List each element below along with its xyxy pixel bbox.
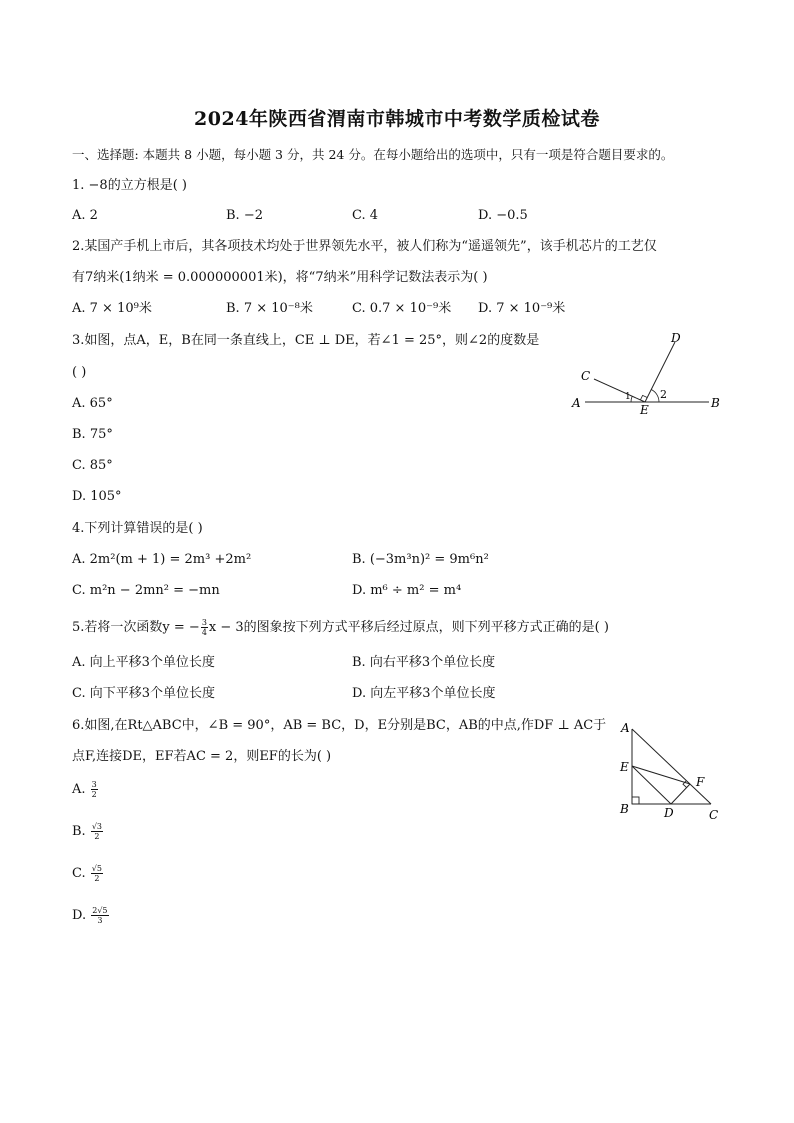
q6-label-c: C (709, 808, 719, 822)
q6-option-d-num: 2√5 (92, 906, 108, 915)
q3-figure (565, 328, 735, 420)
q6-option-a-num: 3 (91, 780, 97, 789)
q3-label-2: 2 (660, 388, 667, 401)
q6-option-a-label: A. (72, 782, 86, 797)
q6-option-a-frac (91, 780, 98, 799)
q6-option-c-frac (91, 864, 103, 883)
q4-option-b: B. (−3m³n)² = 9m⁶n² (352, 552, 489, 567)
section-header: 一、选择题: 本题共 8 小题，每小题 3 分，共 24 分。在每小题给出的选项中，只有一项是符合题目要求的。 (72, 147, 674, 162)
q6-label-e: E (620, 760, 629, 774)
q5-option-c: C. 向下平移3个单位长度 (72, 686, 216, 701)
q1-option-b: B. −2 (226, 208, 263, 223)
q5-option-b: B. 向右平移3个单位长度 (352, 655, 496, 670)
q3-line-ec (594, 379, 645, 402)
q6-option-b-num: √3 (91, 822, 103, 831)
q5-stem-post: x − 3的图象按下列方式平移后经过原点，则下列平移方式正确的是( ) (208, 620, 609, 635)
q6-right-angle-b (632, 797, 639, 804)
q1-option-a: A. 2 (72, 208, 98, 223)
q6-option-c-den: 2 (94, 874, 100, 883)
q6-side-ac (632, 729, 711, 804)
q2-option-b: B. 7 × 10⁻⁸米 (226, 301, 313, 316)
q6-label-a: A (621, 721, 630, 735)
q5-fraction-den: 4 (201, 628, 207, 637)
q6-option-c (72, 864, 104, 883)
q4-option-d: D. m⁶ ÷ m² = m⁴ (352, 583, 462, 598)
q5-fraction (201, 618, 208, 637)
q5-fraction-num: 3 (201, 618, 207, 627)
q3-label-1: 1 (625, 392, 631, 402)
q1-stem: 1. −8的立方根是( ) (72, 178, 187, 193)
q3-angle-1-arc (631, 396, 632, 402)
q6-option-b (72, 822, 104, 841)
q5-option-a: A. 向上平移3个单位长度 (72, 655, 215, 670)
q6-option-a-den: 2 (91, 790, 97, 799)
q6-option-d-frac (91, 906, 108, 925)
q3-option-c: C. 85° (72, 458, 113, 473)
q2-stem-line1: 2.某国产手机上市后，其各项技术均处于世界领先水平，被人们称为“遥遥领先”，该手机芯片的工艺仅 (72, 239, 657, 254)
q6-label-b: B (620, 802, 629, 816)
q3-label-e: E (640, 403, 649, 417)
q6-option-c-num: √5 (91, 864, 102, 873)
q3-option-d: D. 105° (72, 489, 122, 504)
q3-stem-line1: 3.如图，点A，E，B在同一条直线上，CE ⊥ DE，若∠1 = 25°，则∠2的度数是 (72, 333, 540, 348)
q6-option-b-den: 2 (94, 832, 100, 841)
q6-option-d-den: 3 (97, 916, 103, 925)
q6-option-d-label: D. (72, 908, 87, 923)
q3-option-b: B. 75° (72, 427, 113, 442)
q3-option-a: A. 65° (72, 396, 113, 411)
q6-stem-line1: 6.如图,在Rt△ABC中，∠B = 90°，AB = BC，D，E分别是BC，AB的中点,作DF ⊥ AC于 (72, 718, 607, 733)
q3-label-d: D (671, 331, 681, 345)
q6-figure (614, 716, 730, 824)
q2-option-d: D. 7 × 10⁻⁹米 (478, 301, 566, 316)
q3-label-c: C (581, 369, 591, 383)
q3-angle-2-arc (651, 390, 659, 403)
q1-option-d: D. −0.5 (478, 208, 528, 223)
q6-option-d (72, 906, 110, 925)
q5-stem-pre: 5.若将一次函数y = − (72, 620, 200, 635)
q4-stem: 4.下列计算错误的是( ) (72, 521, 203, 536)
q3-label-a: A (572, 396, 581, 410)
q6-label-f: F (696, 775, 705, 789)
q6-option-a (72, 780, 99, 799)
q6-option-c-label: C. (72, 866, 86, 881)
q5-stem (72, 618, 609, 637)
q3-stem-line2: ( ) (72, 365, 87, 380)
q2-option-a: A. 7 × 10⁹米 (72, 301, 152, 316)
q6-segment-df (671, 784, 690, 804)
q6-option-b-frac (91, 822, 103, 841)
q6-stem-line2: 点F,连接DE，EF若AC = 2，则EF的长为( ) (72, 749, 332, 764)
q5-option-d: D. 向左平移3个单位长度 (352, 686, 496, 701)
q6-option-b-label: B. (72, 824, 86, 839)
q4-option-a: A. 2m²(m + 1) = 2m³ +2m² (72, 552, 252, 567)
q3-label-b: B (711, 396, 720, 410)
q2-option-c: C. 0.7 × 10⁻⁹米 (352, 301, 452, 316)
q4-option-c: C. m²n − 2mn² = −mn (72, 583, 220, 598)
q6-label-d: D (664, 806, 674, 820)
exam-title: 2024年陕西省渭南市韩城市中考数学质检试卷 (194, 108, 600, 130)
q2-stem-line2: 有7纳米(1纳米 = 0.000000001米)，将“7纳米”用科学记数法表示为( ) (72, 270, 488, 285)
q1-option-c: C. 4 (352, 208, 379, 223)
